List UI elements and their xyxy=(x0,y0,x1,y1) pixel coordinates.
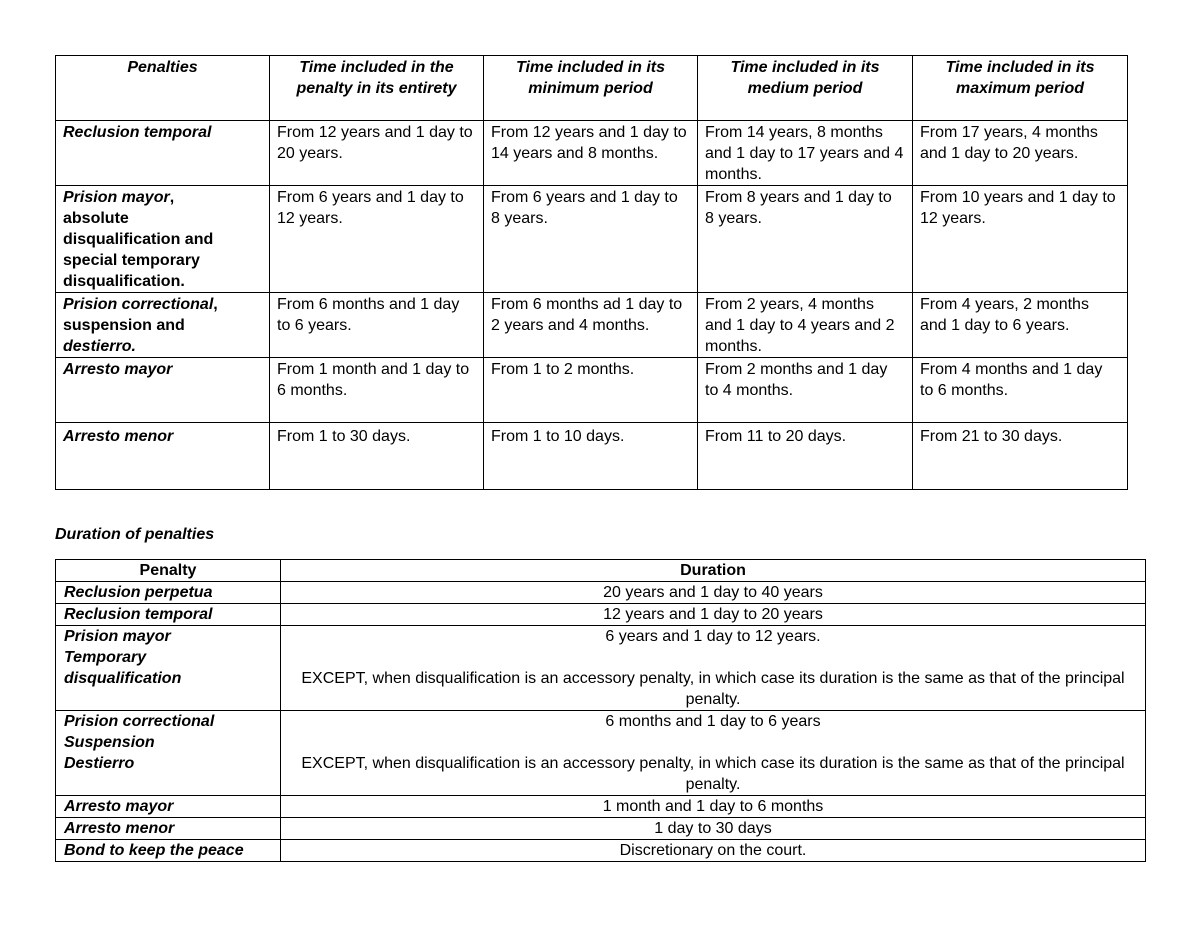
penalty-name: Bond to keep the peace xyxy=(56,840,281,862)
period-minimum: From 6 years and 1 day to 8 years. xyxy=(484,186,698,293)
period-entirety: From 1 to 30 days. xyxy=(270,423,484,490)
table-row xyxy=(56,626,1146,711)
table-row xyxy=(56,711,1146,796)
penalty-main: Prision correctional xyxy=(63,296,214,313)
period-maximum: From 21 to 30 days. xyxy=(913,423,1128,490)
table-row xyxy=(56,796,1146,818)
duration-value: 1 day to 30 days xyxy=(281,818,1146,840)
header-maximum: Time included in its maximum period xyxy=(913,56,1128,121)
penalty-name xyxy=(56,626,281,711)
table-row xyxy=(56,358,1128,423)
penalty-line: special temporary xyxy=(63,252,200,269)
penalty-periods-table xyxy=(55,55,1128,490)
duration-value: 20 years and 1 day to 40 years xyxy=(281,582,1146,604)
duration-table xyxy=(55,559,1146,862)
periods-header-row xyxy=(56,56,1128,121)
penalty-line: Suspension xyxy=(64,734,155,751)
penalty-name: Reclusion perpetua xyxy=(56,582,281,604)
period-maximum: From 4 years, 2 months and 1 day to 6 years. xyxy=(913,293,1128,358)
period-entirety: From 12 years and 1 day to 20 years. xyxy=(270,121,484,186)
period-minimum: From 1 to 2 months. xyxy=(484,358,698,423)
header-medium: Time included in its medium period xyxy=(698,56,913,121)
header-penalties: Penalties xyxy=(56,56,270,121)
penalty-line: disqualification xyxy=(64,670,182,687)
duration-exception: EXCEPT, when disqualification is an accessory penalty, in which case its duration is the same as that of the principal penalty. xyxy=(301,670,1125,708)
period-entirety: From 6 years and 1 day to 12 years. xyxy=(270,186,484,293)
duration-exception: EXCEPT, when disqualification is an accessory penalty, in which case its duration is the same as that of the principal penalty. xyxy=(301,755,1125,793)
penalty-line: Prision mayor xyxy=(64,628,171,645)
period-minimum: From 6 months ad 1 day to 2 years and 4 months. xyxy=(484,293,698,358)
penalty-comma: , xyxy=(169,189,175,206)
period-medium: From 8 years and 1 day to 8 years. xyxy=(698,186,913,293)
penalty-name: Reclusion temporal xyxy=(56,604,281,626)
header-minimum: Time included in its minimum period xyxy=(484,56,698,121)
table-row xyxy=(56,604,1146,626)
duration-value xyxy=(281,626,1146,711)
penalty-name xyxy=(56,711,281,796)
duration-value: 1 month and 1 day to 6 months xyxy=(281,796,1146,818)
period-medium: From 14 years, 8 months and 1 day to 17 years and 4 months. xyxy=(698,121,913,186)
table-row xyxy=(56,423,1128,490)
penalty-name: Arresto mayor xyxy=(56,796,281,818)
duration-value: 12 years and 1 day to 20 years xyxy=(281,604,1146,626)
period-entirety: From 6 months and 1 day to 6 years. xyxy=(270,293,484,358)
penalty-name xyxy=(56,186,270,293)
penalty-line xyxy=(63,187,262,208)
penalty-name: Arresto menor xyxy=(56,423,270,490)
period-minimum: From 1 to 10 days. xyxy=(484,423,698,490)
period-medium: From 2 years, 4 months and 1 day to 4 years and 2 months. xyxy=(698,293,913,358)
penalty-line: disqualification. xyxy=(63,273,185,290)
section-title: Duration of penalties xyxy=(55,526,215,543)
duration-value: Discretionary on the court. xyxy=(281,840,1146,862)
header-duration: Duration xyxy=(281,560,1146,582)
header-penalty: Penalty xyxy=(56,560,281,582)
period-medium: From 2 months and 1 day to 4 months. xyxy=(698,358,913,423)
penalty-line: Prision correctional xyxy=(64,713,215,730)
table-row xyxy=(56,582,1146,604)
penalty-main: Prision mayor xyxy=(63,189,170,206)
penalty-name: Arresto menor xyxy=(56,818,281,840)
period-minimum: From 12 years and 1 day to 14 years and 8 months. xyxy=(484,121,698,186)
table-row xyxy=(56,818,1146,840)
header-entirety: Time included in the penalty in its entirety xyxy=(270,56,484,121)
table-row xyxy=(56,293,1128,358)
penalty-line: destierro. xyxy=(63,338,136,355)
period-maximum: From 4 months and 1 day to 6 months. xyxy=(913,358,1128,423)
penalty-name: Reclusion temporal xyxy=(56,121,270,186)
penalty-line: absolute xyxy=(63,210,129,227)
penalty-name xyxy=(56,293,270,358)
penalty-line xyxy=(63,294,262,315)
table-row xyxy=(56,121,1128,186)
duration-header-row xyxy=(56,560,1146,582)
period-maximum: From 17 years, 4 months and 1 day to 20 years. xyxy=(913,121,1128,186)
period-entirety: From 1 month and 1 day to 6 months. xyxy=(270,358,484,423)
duration-text: 6 months and 1 day to 6 years xyxy=(605,713,821,730)
period-medium: From 11 to 20 days. xyxy=(698,423,913,490)
table-row xyxy=(56,186,1128,293)
table-row xyxy=(56,840,1146,862)
penalty-name: Arresto mayor xyxy=(56,358,270,423)
duration-text: 6 years and 1 day to 12 years. xyxy=(605,628,821,645)
penalty-line: disqualification and xyxy=(63,231,214,248)
penalty-line: suspension and xyxy=(63,317,185,334)
duration-value xyxy=(281,711,1146,796)
penalty-line: Temporary xyxy=(64,649,147,666)
period-maximum: From 10 years and 1 day to 12 years. xyxy=(913,186,1128,293)
penalty-line: Destierro xyxy=(64,755,135,772)
penalty-comma: , xyxy=(213,296,218,313)
